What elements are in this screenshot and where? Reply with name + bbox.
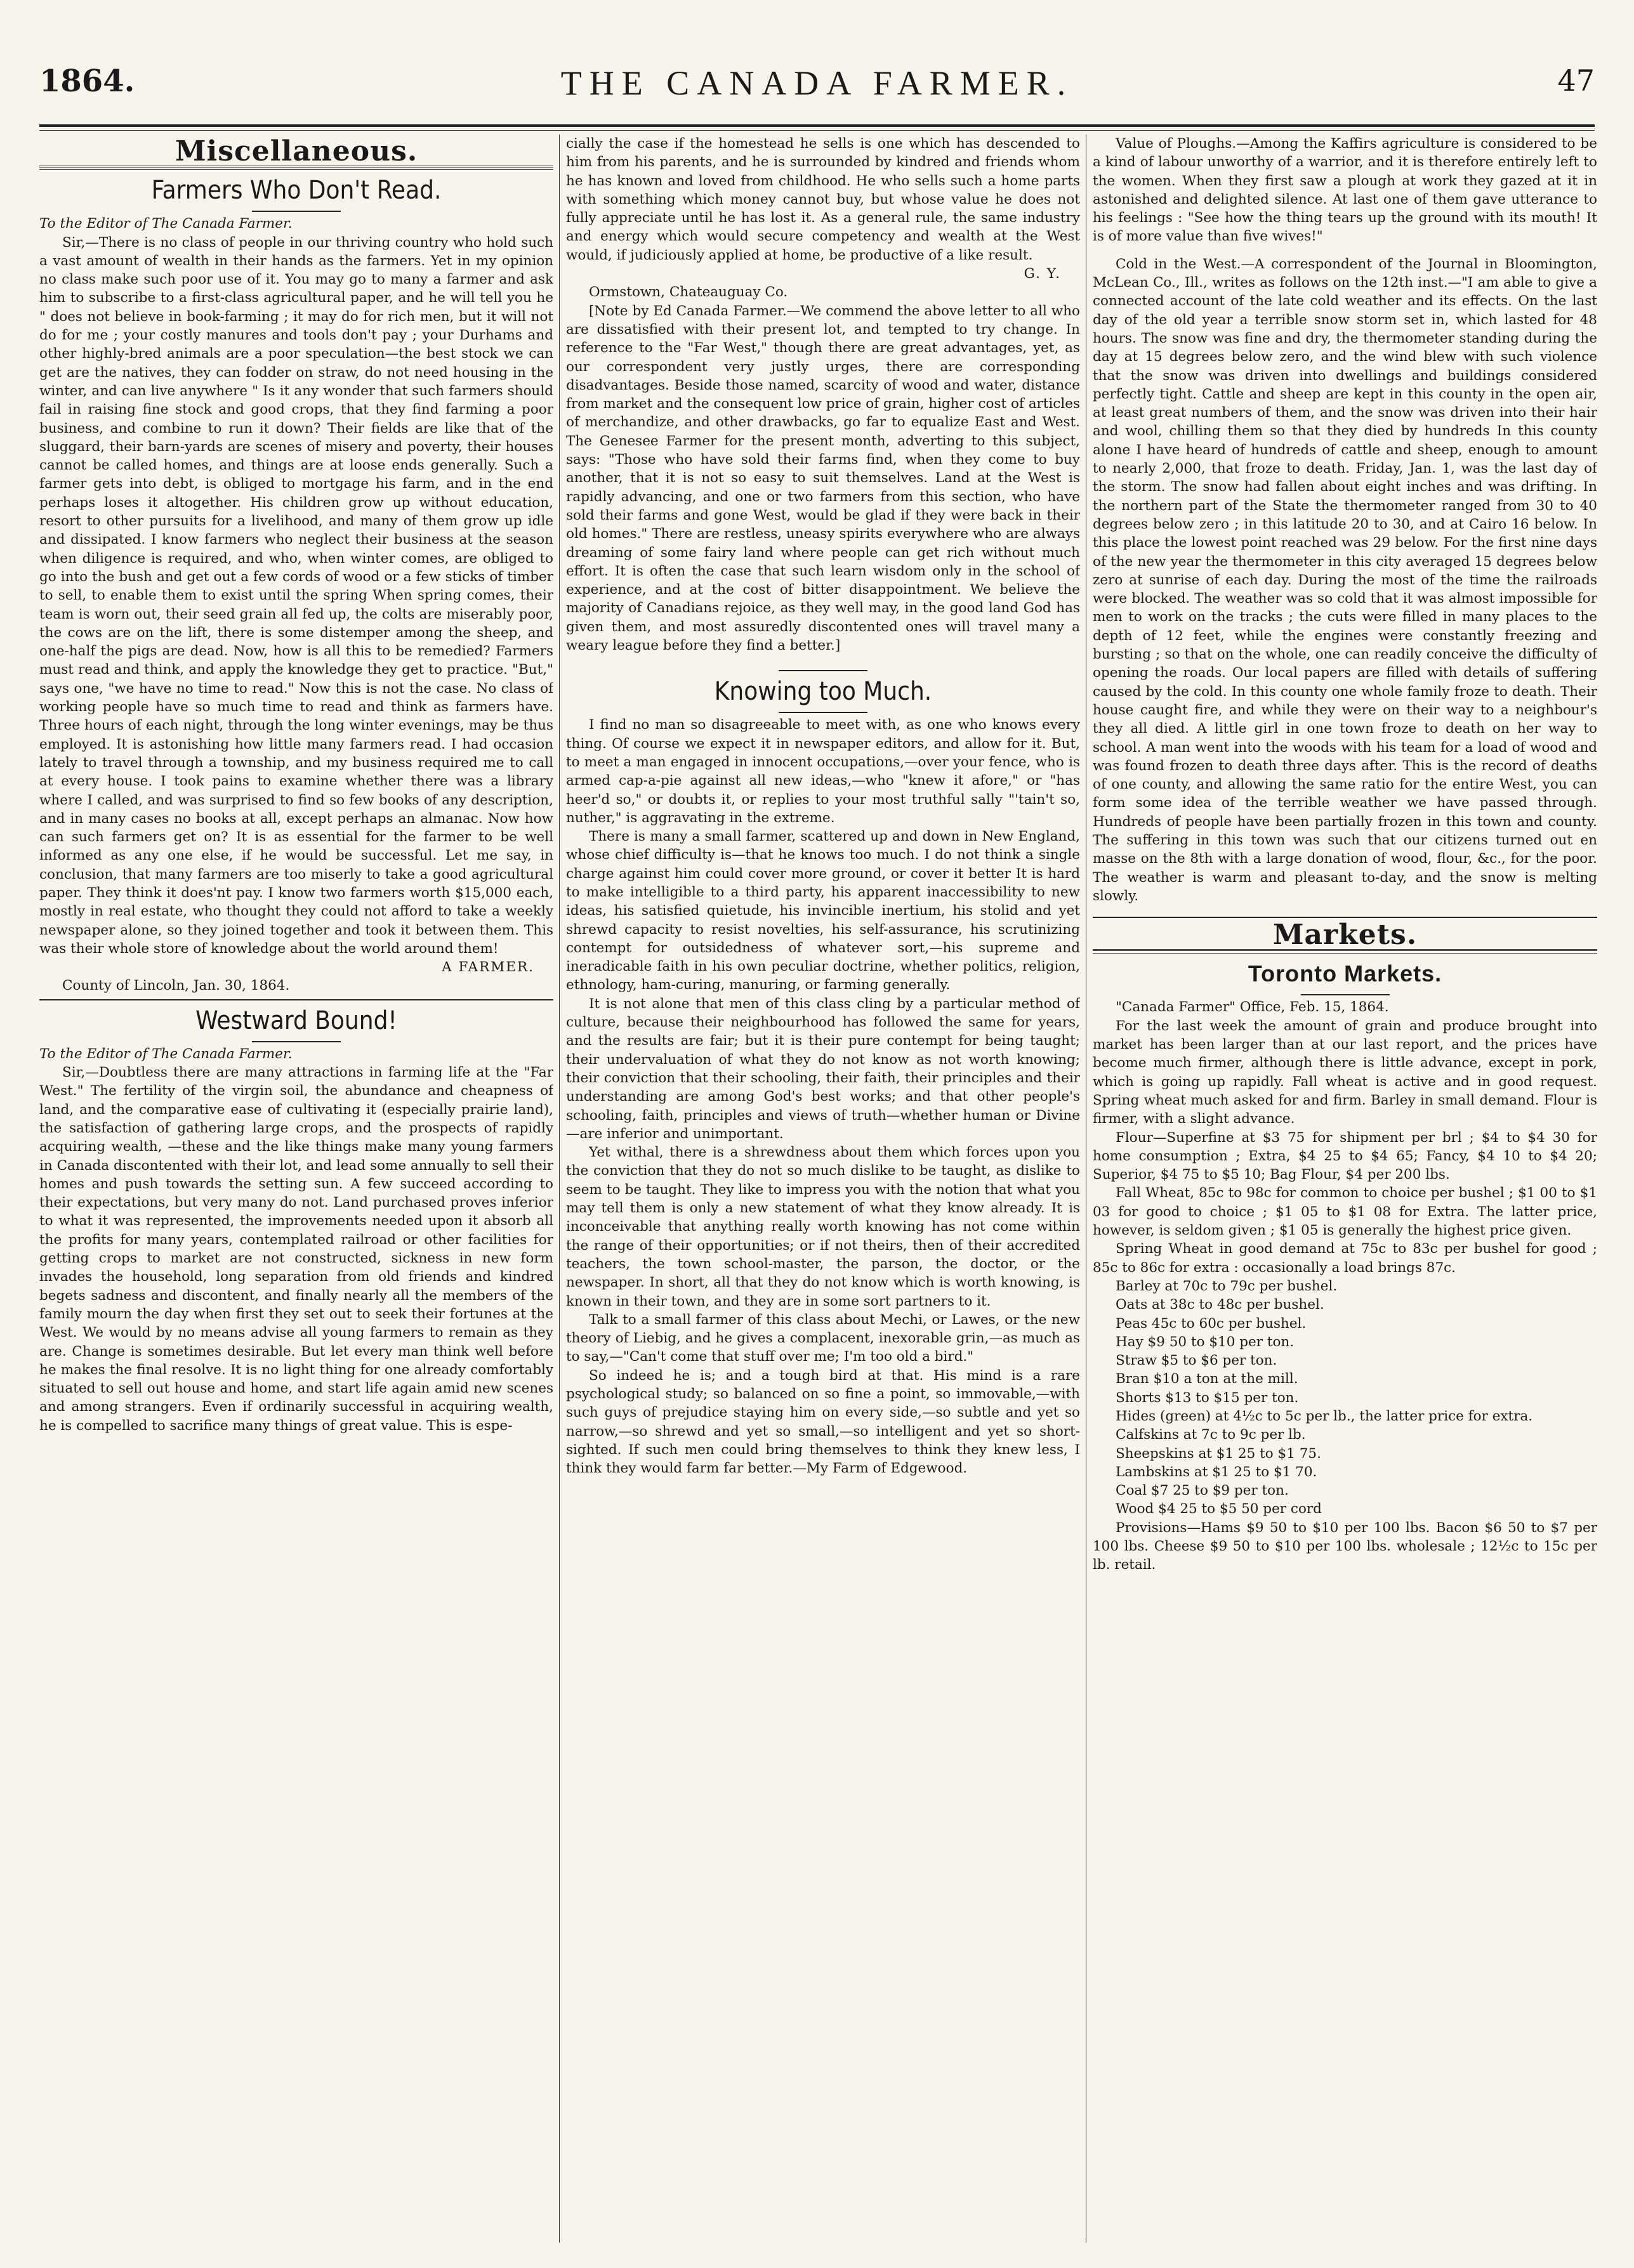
article-paragraph: It is not alone that men of this class cling by a particular method of culture, because their neighbourhood has followed the same for years, and the results are fair; but it is their pure contempt for being taught; their undervaluation of what they do not know as not worth knowing; their conviction that their schooling, their faith, their principles and their understanding are among God's best works; and that other people's schooling, faith, principles and views of truth—whether human or Divine—are inferior and unimportant. (566, 995, 1080, 1142)
article-paragraph: cially the case if the homestead he sells is one which has descended to him from his parents, and he is surrounded by kindred and friends whom he has known and loved from childhood. He who sells such a home parts with something which money cannot buy, but whose value he does not fully appreciate until he has lost it. As a general rule, the same industry and energy which would secure competency and wealth at the West would, if judiciously applied at home, be productive of a like result. (566, 136, 1080, 263)
divider (1301, 994, 1390, 995)
article-salutation: To the Editor of The Canada Farmer. (39, 216, 293, 232)
divider (779, 712, 867, 713)
column-2 (566, 134, 1080, 2244)
article-salutation: To the Editor of The Canada Farmer. (39, 1046, 293, 1062)
market-entry: Oats at 38c to 48c per bushel. (1116, 1297, 1324, 1313)
section-heading-miscellaneous: Miscellaneous. (175, 135, 418, 167)
header-rule (39, 124, 1595, 131)
market-entry: Bran $10 a ton at the mill. (1116, 1371, 1298, 1387)
market-entry: Wood $4 25 to $5 50 per cord (1116, 1501, 1322, 1517)
column-3 (1093, 134, 1597, 2244)
article-title-knowing: Knowing too Much. (714, 677, 932, 707)
market-entry: Provisions—Hams $9 50 to $10 per 100 lbs. Bacon $6 50 to $7 per 100 lbs. Cheese $9 50 to $10 per 100 lbs. wholesale ; 12½c to 15c per lb. retail. (1093, 1519, 1597, 1573)
market-entry: Sheepskins at $1 25 to $1 75. (1116, 1445, 1321, 1462)
article-initials: G. Y. (1024, 266, 1061, 282)
item-cold-in-the-west: Cold in the West.—A correspondent of the Journal in Bloomington, McLean Co., Ill., writes as follows on the 12th inst.—"I am able to give a connected account of the late cold weather and its effects. On the last day of the old year a terrible snow storm set in, which lasted for 48 hours. The snow was fine and dry, the thermometer standing during the day at 15 degrees below zero, and the wind blew with such violence that the snow was driven into dwellings and buildings considered perfectly tight. Cattle and sheep are kept in this county in the open air, at least great numbers of them, and the snow was driven into their hair and wool, chilling them so that they died by hundreds In this county alone I have heard of hundreds of cattle and sheep, enough to amount to nearly 2,000, that froze to death. Friday, Jan. 1, was the last day of the storm. The snow had fallen about eight inches and was drifting. In the northern part of the State the thermometer ranged from 30 to 40 degrees below zero ; in this latitude 20 to 30, and at Cairo 16 below. In this place the lowest point reached was 29 below. For the first nine days of the new year the thermometer in this city averaged 15 degrees below zero at sunrise of each day. During the most of the time the railroads were blocked. The weather was so cold that it was almost impossible for men to work on the tracks ; the cuts were filled in many places to the depth of 12 feet, while the engines were constantly freezing and bursting ; so that on the whole, one can readily conceive the difficulty of opening the roads. Our local papers are filled with details of suffering caused by the cold. In this county one whole family froze to death. Their house caught fire, and while they were on their way to a neighbour's they all died. A little girl in one town froze to death on her way to school. A man went into the woods with his team for a load of wood and was found frozen to death three days after. This is the record of deaths of one county, and allowing the same ratio for the entire West, you can form some idea of the terrible weather we have passed through. Hundreds of people have been partially frozen in this town and county. The suffering in this town was such that our citizens turned out en masse on the 8th with a large donation of wood, flour, &c., for the poor. The weather is warm and pleasant to-day, and the snow is melting slowly. (1093, 256, 1597, 904)
article-paragraph: Talk to a small farmer of this class about Mechi, or Lawes, or the new theory of Liebig, and he gives a complacent, inexorable grin,—as much as to say,—"Can't come that stuff over me; I'm too old a bird." (566, 1311, 1080, 1365)
editor-note: [Note by Ed Canada Farmer.—We commend the above letter to all who are dissatisfied with their present lot, and tempted to try change. In reference to the "Far West," though there are great advantages, yet, as our correspondent very justly urges, there are corresponding disadvantages. Beside those named, scarcity of wood and water, distance from market and the consequent low price of grain, higher cost of articles of merchandize, and other drawbacks, go far to equalize East and West. The Genesee Farmer for the present month, adverting to this subject, says: "Those who have sold their farms find, when they come to buy another, that it is not so easy to suit themselves. Land at the West is rapidly advancing, and one or two farmers from this section, who have sold their farms and gone West, would be glad if they were back in their old homes." There are restless, uneasy spirits everywhere who are always dreaming of some fairy land where people can get rich without much effort. It is often the case that such learn wisdom only in the school of experience, and at the cost of bitter disappointment. We believe the majority of Canadians rejoice, as they well may, in the good land God has given them, and most assuredly discontented ones will travel many a weary league before they find a better.] (566, 303, 1080, 654)
markets-dateline: "Canada Farmer" Office, Feb. 15, 1864. (1116, 999, 1389, 1016)
market-entry: Shorts $13 to $15 per ton. (1116, 1389, 1299, 1406)
divider (1093, 917, 1597, 918)
newspaper-title: THE CANADA FARMER. (560, 64, 1074, 102)
article-paragraph: Yet withal, there is a shrewdness about them which forces upon you the conviction that they do not so much dislike to be taught, as dislike to seem to be taught. They like to impress you with the notion that what you may tell them is only a new statement of what they know already. It is inconceivable that anything really worth knowing has not come within the range of their opportunities; or if not theirs, then of their accredited teachers, the town school-master, the parson, the doctor, or the newspaper. In short, all that they do not know which is worth knowing, is known in their town, and they are in some sort partners to it. (566, 1144, 1080, 1309)
market-entry: Calfskins at 7c to 9c per lb. (1116, 1427, 1306, 1443)
column-divider (559, 134, 560, 2243)
market-entry: Fall Wheat, 85c to 98c for common to choice per bushel ; $1 00 to $1 03 for good to choice ; $1 05 to $1 08 for Extra. The latter price, however, is seldom given ; $1 05 is generally the highest price given. (1093, 1185, 1597, 1239)
article-title-westward: Westward Bound! (195, 1006, 397, 1035)
article-paragraph: Sir,—There is no class of people in our thriving country who hold such a vast amount of wealth in their hands as the farmers. Yet in my opinion no class make such poor use of it. You may go to many a farmer and ask him to subscribe to a first-class agricultural paper, and he will tell you he " does not believe in book-farming ; it may do for rich men, but it will not do for me ; your costly manures and tools don't pay ; your Durhams and other highly-bred animals are a poor speculation—the best stock we can get are the natives, they can fodder on straw, do not need housing in the winter, and can live anywhere " Is it any wonder that such farmers should fail in raising fine stock and good crops, that they find farming a poor business, and combine to run it down? Their fields are like that of the sluggard, their barn-yards are scenes of misery and poverty, their houses cannot be called homes, and things are at loose ends generally. Such a farmer gets into debt, is obliged to mortgage his farm, and in the end perhaps loses it altogether. His children grow up without education, resort to other pursuits for a livelihood, and many of them grow up idle and dissipated. I know farmers who neglect their business at the season when diligence is required, and who, when winter comes, are obliged to go into the bush and get out a few cords of wood or a few sticks of timber to sell, to enable them to exist until the spring When spring comes, their team is worn out, their seed grain all fed up, the colts are miserably poor, the cows are on the lift, there is some distemper among the sheep, and one-half the pigs are dead. Now, how is all this to be remedied? Farmers must read and think, and apply the knowledge they get to practice. "But," says one, "we have no time to read." Now this is not the case. No class of working people have so much time to read and think as farmers have. Three hours of each night, through the long winter evenings, may be thus employed. It is astonishing how little many farmers read. I had occasion lately to travel through a township, and my business required me to call at every house. I took pains to examine whether there was a library where I called, and was surprised to find so few books of any description, and in many cases no books at all, except perhaps an almanac. Now how can such farmers get on? It is as essential for the farmer to be well informed as any one else, if he would be successful. Let me say, in conclusion, that many farmers are too miserly to take a good agricultural paper. They think it does'nt pay. I know two farmers worth $15,000 each, mostly in real estate, who thought they could not afford to take a weekly newspaper alone, so they joined together and took it between them. This was their whole store of knowledge about the world around them! (39, 234, 553, 957)
page-header (39, 63, 1595, 114)
divider (779, 670, 867, 671)
divider (252, 1041, 341, 1042)
divider (252, 211, 341, 212)
column-1 (39, 134, 553, 2244)
market-entry: Hides (green) at 4½c to 5c per lb., the latter price for extra. (1116, 1408, 1533, 1424)
section-heading-markets: Markets. (1272, 919, 1418, 952)
article-paragraph: Sir,—Doubtless there are many attractions in farming life at the "Far West." The fertility of the virgin soil, the abundance and cheapness of land, and the comparative ease of cultivating it (especially prairie land), the satisfaction of gathering large crops, and the prospects of rapidly acquiring wealth, —these and the like things make many young farmers in Canada discontented with their lot, and lead some annually to sell their homes and push towards the setting sun. A few succeed according to their expectations, but very many do not. Land purchased proves inferior to what it was represented, the improvements needed upon it absorb all the profits for many years, contemplated railroad or other facilities for getting crops to market are not constructed, sickness in new form invades the household, long separation from old friends and kindred begets sadness and discontent, and finally nearly all the members of the family mourn the day when first they set out to seek their fortunes at the West. We would by no means advise all young farmers to remain as they are. Change is sometimes desirable. But let every man think well before he makes the final resolve. It is no light thing for one already comfortably situated to sell out house and home, and start life again amid new scenes and among strangers. Even if ordinarily successful in acquiring wealth, he is compelled to sacrifice many things of great value. This is espe- (39, 1065, 553, 1434)
market-entry: Hay $9 50 to $10 per ton. (1116, 1334, 1295, 1350)
article-signature: A FARMER. (442, 959, 534, 976)
market-entry: Coal $7 25 to $9 per ton. (1116, 1483, 1289, 1499)
article-paragraph: There is many a small farmer, scattered up and down in New England, whose chief difficulty is—that he knows too much. I do not think a single charge against him could cover more ground, or cover it better It is hard to make intelligible to a third party, his apparent inaccessibility to new ideas, his satisfied quietude, his invincible inertium, his stolid and yet shrewd capacity to resist novelties, his self-assurance, his scrutinizing contempt for outsidedness of whatever sort,—his supreme and ineradicable faith in his own peculiar doctrine, whether politics, religion, ethnology, ham-curing, manuring, or farming generally. (566, 829, 1080, 993)
market-entry: For the last week the amount of grain and produce brought into market has been larger than at our last report, and the prices have become much firmer, although there is little advance, except in pork, which is going up rapidly. Fall wheat is active and in good request. Spring wheat much asked for and firm. Barley in small demand. Flour is firmer, with a slight advance. (1093, 1018, 1597, 1127)
article-title-farmers: Farmers Who Don't Read. (151, 176, 442, 206)
article-paragraph: So indeed he is; and a tough bird at that. His mind is a rare psychological study; so balanced on so fine a point, so immovable,—with such guys of prejudice staying him on every side,—so subtle and yet so narrow,—so shrewd and yet so small,—so intelligent and yet so short-sighted. If such men could bring themselves to think they knew less, I think they would farm far better.—My Farm of Edgewood. (566, 1367, 1080, 1477)
article-paragraph: I find no man so disagreeable to meet with, as one who knows every thing. Of course we expect it in newspaper editors, and allow for it. But, to meet a man engaged in innocent occupations,—over your fence, who is armed cap-a-pie against all new ideas,—who "knew it afore," or "has heer'd so," or doubts it, or replies to your most truthful sally "'tain't so, nuther," is aggravating in the extreme. (566, 717, 1080, 826)
market-entry: Flour—Superfine at $3 75 for shipment per brl ; $4 to $4 30 for home consumption ; Extra, $4 25 to $4 65; Fancy, $4 10 to $4 20; Superior, $4 75 to $5 10; Bag Flour, $4 per 200 lbs. (1093, 1129, 1597, 1183)
article-dateline: Ormstown, Chateauguay Co. (589, 284, 788, 301)
market-entry: Spring Wheat in good demand at 75c to 83c per bushel for good ; 85c to 86c for extra : occasionally a load brings 87c. (1093, 1241, 1597, 1276)
item-value-of-ploughs: Value of Ploughs.—Among the Kaffirs agriculture is considered to be a kind of labour unworthy of a warrior, and it is therefore entirely left to the women. When they first saw a plough at work they gazed at it in astonished and delighted silence. At last one of them gave utterance to his feelings : "See how the thing tears up the ground with its mouth! It is of more value than five wives!" (1093, 136, 1597, 245)
market-entry: Barley at 70c to 79c per bushel. (1116, 1278, 1338, 1294)
issue-year: 1864. (39, 63, 135, 99)
market-entry: Straw $5 to $6 per ton. (1116, 1353, 1277, 1369)
markets-report (1093, 998, 1597, 1574)
article-title-toronto-markets: Toronto Markets. (1248, 960, 1442, 987)
page-number: 47 (1557, 63, 1595, 98)
market-entry: Lambskins at $1 25 to $1 70. (1116, 1464, 1317, 1480)
divider (39, 999, 553, 1000)
article-dateline: County of Lincoln, Jan. 30, 1864. (62, 978, 290, 994)
market-entry: Peas 45c to 60c per bushel. (1116, 1315, 1307, 1332)
